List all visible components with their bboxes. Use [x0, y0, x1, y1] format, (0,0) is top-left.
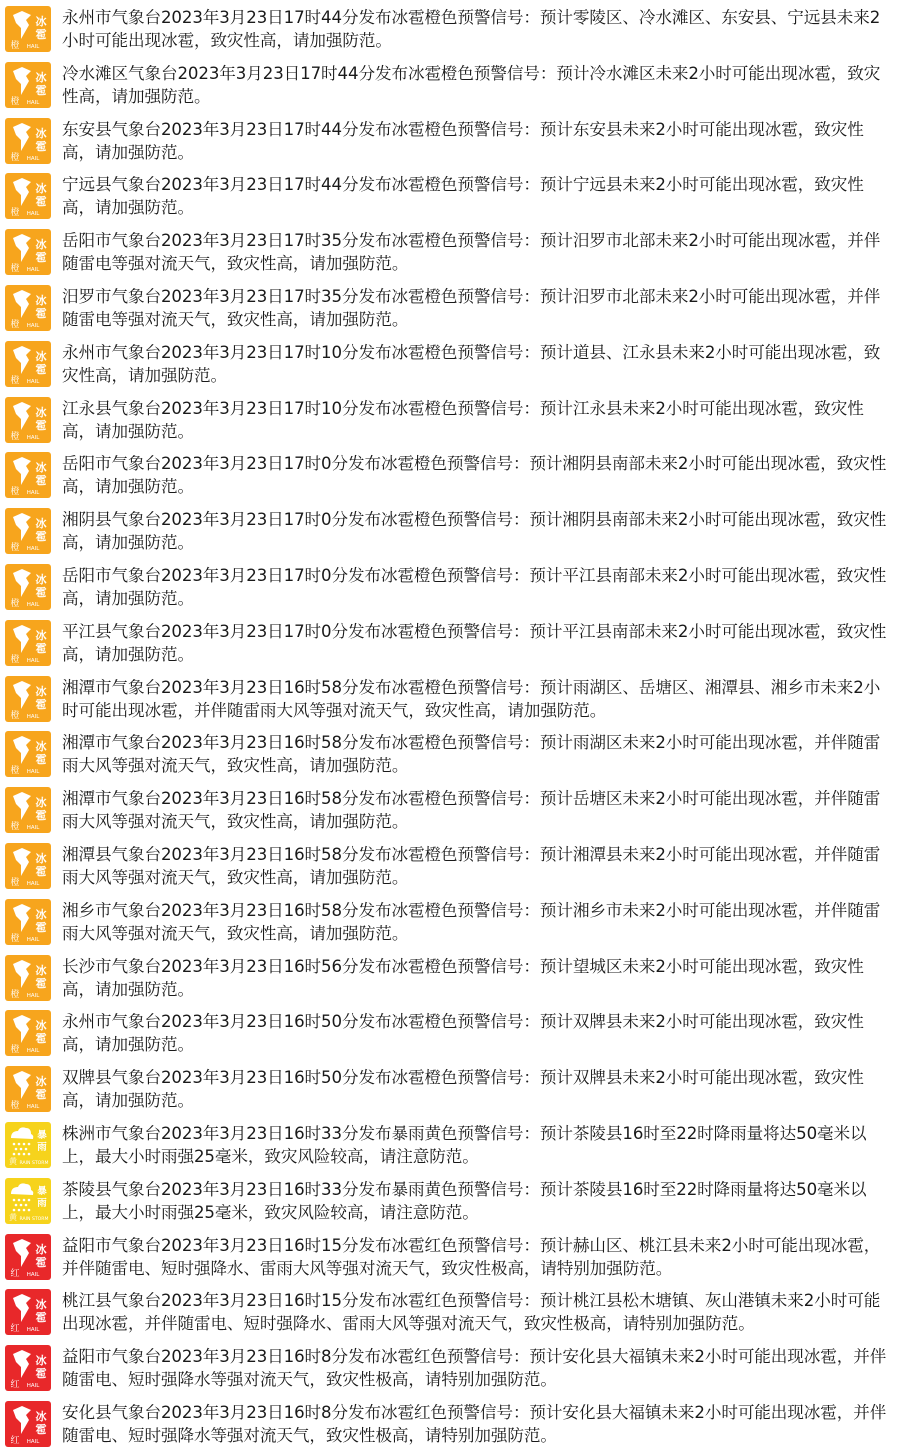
badge-level: 橙: [10, 96, 20, 107]
hail-orange-icon: [5, 731, 51, 777]
warning-item[interactable]: [0, 58, 900, 114]
badge-hazard-char: 冰: [35, 15, 47, 28]
hail-orange-icon: [5, 787, 51, 833]
hail-orange-icon: [5, 397, 51, 443]
warning-text: 长沙市气象台2023年3月23日16时56分发布冰雹橙色预警信号：预计望城区未来2小时可能出现冰雹，致灾性高，请加强防范。: [62, 956, 864, 999]
warning-text: 湘潭县气象台2023年3月23日16时58分发布冰雹橙色预警信号：预计湘潭县未来2小时可能出现冰雹，并伴随雷雨大风等强对流天气，致灾性高，请加强防范。: [62, 844, 881, 887]
badge-hazard-char: 冰: [35, 1298, 47, 1312]
hail-orange-icon: [5, 843, 51, 889]
badge-level: 红: [10, 1324, 20, 1335]
badge-level: 黄: [9, 1156, 17, 1166]
warning-text: 益阳市气象台2023年3月23日16时15分发布冰雹红色预警信号：预计赫山区、桃江县未来2小时可能出现冰雹，并伴随雷电、短时强降水、雷雨大风等强对流天气，致灾性极高，请特别加强防范。: [62, 1235, 881, 1278]
badge-hazard-char: 冰: [35, 517, 47, 531]
badge-hazard-char: 雹: [35, 1088, 47, 1102]
badge-hazard-char: 雹: [35, 976, 47, 990]
badge-english: HAIL: [26, 769, 40, 776]
badge-level: 橙: [10, 375, 20, 386]
badge-level: 橙: [10, 152, 20, 163]
badge-hazard-char: 冰: [35, 238, 47, 252]
badge-hazard-char: 雹: [35, 306, 47, 320]
badge-english: HAIL: [26, 44, 40, 50]
badge-hazard-char: 雹: [35, 362, 47, 376]
warning-text: 双牌县气象台2023年3月23日16时50分发布冰雹橙色预警信号：预计双牌县未来2小时可能出现冰雹，致灾性高，请加强防范。: [62, 1068, 864, 1111]
warning-text: 永州市气象台2023年3月23日16时50分发布冰雹橙色预警信号：预计双牌县未来2小时可能出现冰雹，致灾性高，请加强防范。: [62, 1012, 864, 1055]
badge-hazard-char: 雨: [37, 1197, 47, 1209]
badge-hazard-char: 雹: [35, 1032, 47, 1046]
hail-orange-icon: [5, 564, 51, 610]
badge-hazard-char: 雹: [35, 530, 47, 544]
badge-level: 橙: [10, 264, 20, 275]
badge-hazard-char: 冰: [35, 1409, 47, 1423]
badge-hazard-char: 冰: [35, 740, 47, 754]
badge-level: 红: [10, 1435, 20, 1446]
warning-item[interactable]: [0, 1006, 900, 1062]
warning-item[interactable]: [0, 504, 900, 560]
badge-hazard-char: 冰: [35, 70, 47, 84]
warning-item[interactable]: [0, 1285, 900, 1341]
badge-level: 橙: [10, 598, 20, 609]
warning-item[interactable]: [0, 839, 900, 895]
badge-english: HAIL: [26, 546, 40, 553]
badge-level: 红: [10, 1380, 20, 1391]
badge-hazard-char: 冰: [35, 851, 47, 865]
warning-text: 桃江县气象台2023年3月23日16时15分发布冰雹红色预警信号：预计桃江县松木塘镇、灰山港镇未来2小时可能出现冰雹，并伴随雷电、短时强降水、雷雨大风等强对流天气，致灾性极高，请特别加强防范。: [62, 1291, 881, 1334]
badge-hazard-char: 雹: [35, 195, 47, 209]
badge-hazard-char: 雹: [35, 1311, 47, 1325]
warning-text: 株洲市气象台2023年3月23日16时33分发布暴雨黄色预警信号：预计茶陵县16时至22时降雨量将达50毫米以上，最大小时雨强25毫米，致灾风险较高，请注意防范。: [62, 1123, 867, 1166]
badge-english: HAIL: [26, 267, 40, 274]
badge-hazard-char: 冰: [35, 796, 47, 810]
badge-level: 橙: [10, 319, 20, 330]
warning-text: 湘潭市气象台2023年3月23日16时58分发布冰雹橙色预警信号：预计岳塘区未来2小时可能出现冰雹，并伴随雷雨大风等强对流天气，致灾性高，请加强防范。: [62, 789, 881, 832]
hail-orange-icon: [5, 676, 51, 722]
badge-level: 橙: [10, 822, 20, 833]
badge-level: 橙: [10, 710, 20, 721]
warning-item[interactable]: [0, 281, 900, 337]
badge-english: RAIN STORM: [19, 1216, 49, 1222]
warning-item[interactable]: [0, 225, 900, 281]
badge-english: HAIL: [26, 936, 40, 943]
warning-text: 安化县气象台2023年3月23日16时8分发布冰雹红色预警信号：预计安化县大福镇未来2小时可能出现冰雹，并伴随雷电、短时强降水等强对流天气，致灾性极高，请特别加强防范。: [62, 1402, 887, 1445]
warning-item[interactable]: [0, 895, 900, 951]
badge-hazard-char: 雹: [35, 83, 47, 97]
badge-english: HAIL: [26, 99, 40, 106]
badge-english: HAIL: [26, 1104, 40, 1111]
badge-english: HAIL: [26, 490, 40, 497]
hail-orange-icon: [5, 955, 51, 1001]
badge-level: 红: [10, 1268, 20, 1279]
warning-text: 湘乡市气象台2023年3月23日16时58分发布冰雹橙色预警信号：预计湘乡市未来2小时可能出现冰雹，并伴随雷雨大风等强对流天气，致灾性高，请加强防范。: [62, 900, 881, 943]
warning-item[interactable]: [0, 783, 900, 839]
badge-hazard-char: 雹: [35, 418, 47, 432]
badge-english: HAIL: [26, 880, 40, 887]
badge-level: 黄: [9, 1212, 17, 1222]
warning-text: 湘潭市气象台2023年3月23日16时58分发布冰雹橙色预警信号：预计雨湖区、岳塘区、湘潭县、湘乡市未来2小时可能出现冰雹，并伴随雷雨大风等强对流天气，致灾性高，请加强防范。: [62, 677, 881, 720]
badge-hazard-char: 雹: [35, 697, 47, 711]
badge-hazard-char: 雹: [35, 1255, 47, 1269]
badge-level: 橙: [10, 1101, 20, 1112]
badge-level: 橙: [10, 208, 20, 219]
warning-item[interactable]: [0, 337, 900, 393]
badge-hazard-char: 雹: [35, 585, 47, 599]
warning-text: 永州市气象台2023年3月23日17时44分发布冰雹橙色预警信号：预计零陵区、冷水滩区、东安县、宁远县未来2小时可能出现冰雹，致灾性高，请加强防范。: [62, 8, 881, 50]
warning-item[interactable]: [0, 1174, 900, 1230]
badge-hazard-char: 冰: [35, 461, 47, 475]
badge-hazard-char: 雹: [35, 641, 47, 655]
hail-orange-icon: [5, 1066, 51, 1112]
badge-english: HAIL: [26, 825, 40, 832]
badge-english: HAIL: [26, 1271, 40, 1278]
badge-level: 橙: [10, 877, 20, 888]
warning-text: 平江县气象台2023年3月23日17时0分发布冰雹橙色预警信号：预计平江县南部未来2小时可能出现冰雹，致灾性高，请加强防范。: [62, 621, 887, 664]
badge-hazard-char: 雹: [35, 753, 47, 767]
badge-english: RAIN STORM: [19, 1160, 49, 1166]
warning-item[interactable]: [0, 448, 900, 504]
hail-orange-icon: [5, 62, 51, 108]
hail-orange-icon: [5, 1010, 51, 1056]
warning-item[interactable]: [0, 169, 900, 225]
badge-english: HAIL: [26, 322, 40, 329]
badge-hazard-char: 冰: [35, 684, 47, 698]
badge-hazard-char: 雹: [35, 1422, 47, 1436]
badge-english: HAIL: [26, 378, 40, 385]
warning-text: 永州市气象台2023年3月23日17时10分发布冰雹橙色预警信号：预计道县、江永县未来2小时可能出现冰雹，致灾性高，请加强防范。: [62, 342, 881, 385]
warning-item[interactable]: [0, 616, 900, 672]
badge-hazard-char: 冰: [35, 1075, 47, 1089]
badge-hazard-char: 雹: [35, 864, 47, 878]
badge-hazard-char: 冰: [35, 1354, 47, 1368]
warning-item[interactable]: [0, 114, 900, 170]
warning-text: 汨罗市气象台2023年3月23日17时35分发布冰雹橙色预警信号：预计汨罗市北部未来2小时可能出现冰雹，并伴随雷电等强对流天气，致灾性高，请加强防范。: [62, 286, 881, 329]
warning-item[interactable]: [0, 672, 900, 728]
badge-english: HAIL: [26, 657, 40, 664]
badge-hazard-char: 雹: [35, 809, 47, 823]
badge-level: 橙: [10, 654, 20, 665]
badge-english: HAIL: [26, 1327, 40, 1334]
warning-item[interactable]: [0, 951, 900, 1007]
badge-english: HAIL: [26, 434, 40, 441]
badge-hazard-char: 冰: [35, 126, 47, 140]
hail-orange-icon: [5, 6, 51, 52]
hail-red-icon: [5, 1401, 51, 1447]
warning-text: 宁远县气象台2023年3月23日17时44分发布冰雹橙色预警信号：预计宁远县未来2小时可能出现冰雹，致灾性高，请加强防范。: [62, 175, 864, 218]
hail-orange-icon: [5, 452, 51, 498]
badge-hazard-char: 雹: [35, 474, 47, 488]
warning-item[interactable]: [0, 1118, 900, 1174]
badge-level: 橙: [10, 41, 20, 51]
hail-orange-icon: [5, 620, 51, 666]
warning-text: 岳阳市气象台2023年3月23日17时0分发布冰雹橙色预警信号：预计湘阴县南部未来2小时可能出现冰雹，致灾性高，请加强防范。: [62, 454, 887, 497]
warning-text: 江永县气象台2023年3月23日17时10分发布冰雹橙色预警信号：预计江永县未来2小时可能出现冰雹，致灾性高，请加强防范。: [62, 398, 864, 441]
hail-red-icon: [5, 1234, 51, 1280]
hail-orange-icon: [5, 285, 51, 331]
hail-red-icon: [5, 1345, 51, 1391]
warning-item[interactable]: [0, 2, 900, 58]
badge-hazard-char: 冰: [35, 182, 47, 196]
badge-hazard-char: 雹: [35, 28, 47, 41]
hail-orange-icon: [5, 173, 51, 219]
badge-english: HAIL: [26, 601, 40, 608]
warning-item[interactable]: [0, 560, 900, 616]
badge-hazard-char: 冰: [35, 293, 47, 307]
badge-english: HAIL: [26, 1383, 40, 1390]
warning-text: 益阳市气象台2023年3月23日16时8分发布冰雹红色预警信号：预计安化县大福镇未来2小时可能出现冰雹，并伴随雷电、短时强降水等强对流天气，致灾性极高，请特别加强防范。: [62, 1347, 887, 1390]
badge-level: 橙: [10, 766, 20, 777]
badge-english: HAIL: [26, 1438, 40, 1445]
badge-english: HAIL: [26, 992, 40, 999]
badge-hazard-char: 冰: [35, 349, 47, 363]
badge-level: 橙: [10, 431, 20, 442]
badge-hazard-char: 暴: [37, 1185, 47, 1197]
badge-hazard-char: 冰: [35, 628, 47, 642]
warning-item[interactable]: [0, 1062, 900, 1118]
hail-orange-icon: [5, 229, 51, 275]
badge-level: 橙: [10, 933, 20, 944]
badge-hazard-char: 雨: [37, 1141, 47, 1153]
warning-item[interactable]: [0, 1397, 900, 1453]
warning-text: 岳阳市气象台2023年3月23日17时0分发布冰雹橙色预警信号：预计平江县南部未来2小时可能出现冰雹，致灾性高，请加强防范。: [62, 565, 887, 608]
badge-english: HAIL: [26, 713, 40, 720]
hail-orange-icon: [5, 341, 51, 387]
warning-text: 岳阳市气象台2023年3月23日17时35分发布冰雹橙色预警信号：预计汨罗市北部未来2小时可能出现冰雹，并伴随雷电等强对流天气，致灾性高，请加强防范。: [62, 231, 881, 274]
badge-hazard-char: 冰: [35, 907, 47, 921]
badge-level: 橙: [10, 543, 20, 554]
badge-hazard-char: 冰: [35, 405, 47, 419]
rainstorm-yellow-icon: [5, 1122, 51, 1168]
warning-text: 茶陵县气象台2023年3月23日16时33分发布暴雨黄色预警信号：预计茶陵县16时至22时降雨量将达50毫米以上，最大小时雨强25毫米，致灾风险较高，请注意防范。: [62, 1179, 867, 1222]
rainstorm-yellow-icon: [5, 1178, 51, 1224]
hail-orange-icon: [5, 118, 51, 164]
hail-orange-icon: [5, 508, 51, 554]
badge-english: HAIL: [26, 211, 40, 218]
hail-orange-icon: [5, 899, 51, 945]
badge-level: 橙: [10, 487, 20, 498]
badge-english: HAIL: [26, 155, 40, 162]
badge-hazard-char: 暴: [37, 1129, 47, 1141]
badge-hazard-char: 冰: [35, 963, 47, 977]
badge-english: HAIL: [26, 1048, 40, 1055]
badge-hazard-char: 雹: [35, 139, 47, 153]
badge-hazard-char: 雹: [35, 1367, 47, 1381]
warning-item[interactable]: [0, 1341, 900, 1397]
warning-list: [0, 2, 900, 1453]
badge-level: 橙: [10, 1045, 20, 1056]
warning-item[interactable]: [0, 1230, 900, 1286]
warning-item[interactable]: [0, 727, 900, 783]
warning-text: 湘阴县气象台2023年3月23日17时0分发布冰雹橙色预警信号：预计湘阴县南部未来2小时可能出现冰雹，致灾性高，请加强防范。: [62, 510, 887, 553]
badge-hazard-char: 冰: [35, 1019, 47, 1033]
warning-item[interactable]: [0, 393, 900, 449]
badge-hazard-char: 冰: [35, 572, 47, 586]
badge-level: 橙: [10, 989, 20, 1000]
warning-text: 东安县气象台2023年3月23日17时44分发布冰雹橙色预警信号：预计东安县未来2小时可能出现冰雹，致灾性高，请加强防范。: [62, 119, 864, 162]
badge-hazard-char: 雹: [35, 251, 47, 265]
badge-hazard-char: 冰: [35, 1242, 47, 1256]
badge-hazard-char: 雹: [35, 920, 47, 934]
warning-text: 冷水滩区气象台2023年3月23日17时44分发布冰雹橙色预警信号：预计冷水滩区未来2小时可能出现冰雹，致灾性高，请加强防范。: [62, 63, 881, 106]
hail-red-icon: [5, 1289, 51, 1335]
warning-text: 湘潭市气象台2023年3月23日16时58分发布冰雹橙色预警信号：预计雨湖区未来2小时可能出现冰雹，并伴随雷雨大风等强对流天气，致灾性高，请加强防范。: [62, 733, 881, 776]
